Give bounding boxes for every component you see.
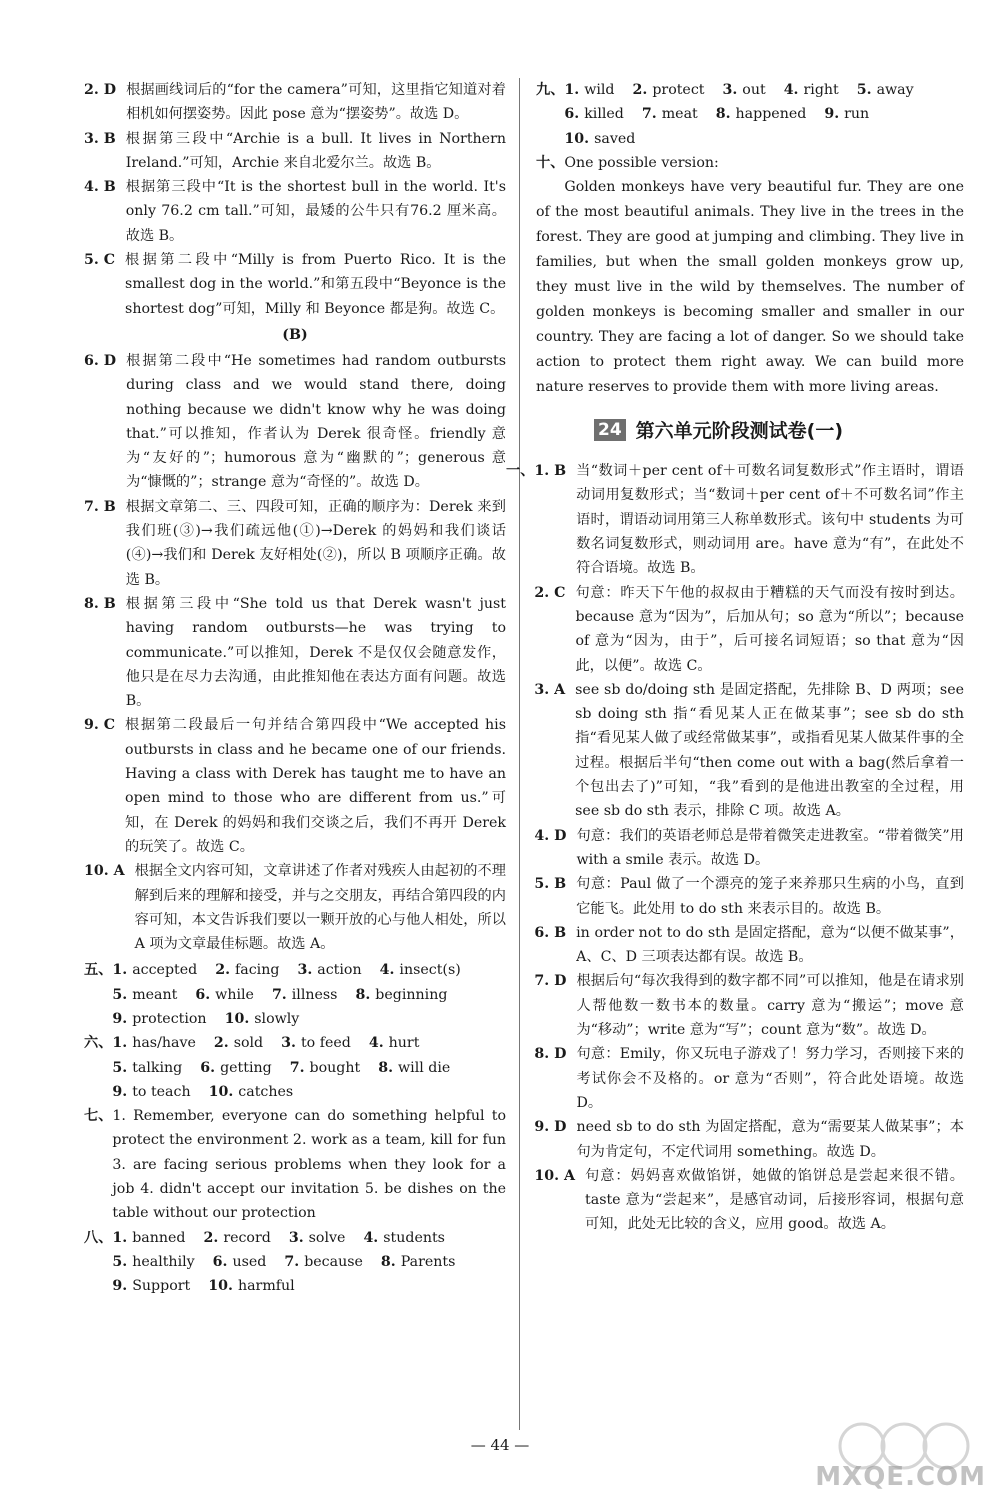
- fill-answer: [215, 958, 279, 982]
- answer-number: 10.: [208, 1278, 233, 1295]
- answer-key: 10. A: [534, 1167, 576, 1184]
- section-eight: [84, 1226, 506, 1299]
- answer-value: healthily: [132, 1253, 195, 1270]
- answer-number: 9.: [824, 106, 840, 123]
- answer-number: 5.: [112, 1059, 128, 1076]
- answer-number: 8.: [355, 986, 371, 1003]
- answer-grid: [564, 78, 964, 151]
- answer-explanation: 根据全文内容可知，文章讲述了作者对残疾人由起初的不理解到后来的理解和接受，并与之交朋友，再结合第四段的内容可知，本文告诉我们要以一颗开放的心与他人相处，所以 A 项为文章最佳标题。故选 A。: [134, 863, 506, 953]
- answer-item: [84, 78, 506, 127]
- answer-key: 1. B: [534, 463, 567, 480]
- answer-explanation: 根据文章第二、三、四段可知，正确的顺序为：Derek 来到我们班(③)→我们疏远他(①)→Derek 的妈妈和我们谈话(④)→我们和 Derek 友好相处(②)，所以 B 项顺序正确。故选 B。: [125, 498, 506, 588]
- answer-value: to feed: [300, 1035, 351, 1052]
- answer-value: has/have: [132, 1035, 196, 1052]
- answer-item: [84, 495, 506, 592]
- answer-item: [534, 678, 964, 824]
- answer-key: 2. D: [84, 82, 117, 98]
- answer-value: protection: [132, 1010, 207, 1027]
- answer-explanation: 根据第二段最后一句并结合第四段中“We accepted his outbursts in class and he became one of our friends. Having a class with Derek has taught me to have an open mind to those who are different from us.”可知，在 Derek 的妈妈和我们交谈之后，我们不再开 Derek 的玩笑了。故选 C。: [125, 717, 506, 855]
- fill-answer: [380, 958, 461, 982]
- answer-item: [534, 824, 964, 873]
- answer-number: 8.: [380, 1253, 396, 1270]
- answer-value: saved: [594, 130, 636, 147]
- answer-value: meat: [661, 106, 698, 123]
- answer-item: [534, 1042, 964, 1115]
- answer-number: 9.: [112, 1083, 128, 1100]
- fill-answer: [112, 1080, 190, 1104]
- answer-value: because: [304, 1253, 363, 1270]
- answer-number: 7.: [641, 106, 657, 123]
- unit-header: [594, 416, 964, 443]
- essay-paragraph: Golden monkeys have very beautiful fur. They are one of the most beautiful animals. They live in the trees in the forest. They are good at jumping and climbing. They live in families, but when the small golden monkeys grow up, they must live in the wild by themselves. The number of golden monkeys is becoming smaller and smaller in our country. They are facing a lot of danger. So we should take action to protect them right away. We can build more nature reserves to provide them with more living areas.: [536, 179, 964, 396]
- answer-number: 3.: [281, 1035, 296, 1052]
- answer-number: 6.: [200, 1059, 216, 1076]
- answer-value: out: [742, 82, 766, 98]
- answer-value: wild: [584, 82, 615, 98]
- answer-value: while: [215, 986, 254, 1003]
- answer-value: slowly: [254, 1010, 300, 1027]
- section-subheading-b: (B): [282, 326, 308, 343]
- answer-grid: [112, 958, 506, 1031]
- answer-number: 1.: [112, 1229, 128, 1246]
- fill-answer: [272, 983, 338, 1007]
- answer-number: 10.: [224, 1010, 250, 1027]
- answer-explanation: 当“数词＋per cent of＋可数名词复数形式”作主语时，谓语动词用复数形式；当“数词＋per cent of＋不可数名词”作主语时，谓语动词用第三人称单数形式。该句中 students 为可数名词复数形式，则动词用 are。have 意为“有”，在此处不符合语境。故选 B。: [576, 463, 964, 577]
- fill-answer: [642, 102, 698, 126]
- answer-key: 4. D: [534, 827, 567, 844]
- section-five: [84, 958, 506, 1031]
- answer-explanation: 根据第三段中“Archie is a bull. It lives in Northern Ireland.”可知，Archie 来自北爱尔兰。故选 B。: [125, 130, 506, 171]
- answer-value: right: [803, 82, 839, 98]
- fill-answer: [289, 1226, 346, 1250]
- answer-value: getting: [220, 1059, 272, 1076]
- fill-answer: [633, 78, 705, 102]
- answer-number: 4.: [379, 962, 395, 979]
- answer-value: beginning: [375, 986, 448, 1003]
- fill-answer: [284, 1250, 363, 1274]
- answer-number: 7.: [271, 986, 287, 1003]
- section-marker: 一、: [506, 463, 535, 480]
- fill-answer: [112, 1226, 185, 1250]
- answer-explanation: 根据后句“每次我得到的数字都不同”可以推知，他是在请求别人帮他数一数书本的数量。carry 意为“搬运”；move 意为“移动”；write 意为“写”；count 意为“数”。故选 D。: [576, 973, 964, 1039]
- answer-value: meant: [132, 986, 178, 1003]
- answer-explanation: 根据第三段中“She told us that Derek wasn't just having random outbursts—he was trying to communicate.”可以推知，Derek 不是仅仅会随意发作，他只是在尽力去沟通，由此推知他在表达方面有问题。故选 B。: [125, 595, 506, 710]
- answer-key: 7. B: [84, 498, 116, 515]
- section-seven: [84, 1104, 506, 1225]
- answer-explanation: 根据画线词后的“for the camera”可知，这里指它知道对着相机如何摆姿势。因此 pose 意为“摆姿势”。故选 D。: [126, 82, 506, 123]
- fill-answer: [281, 1031, 351, 1055]
- fill-answer: [290, 1056, 361, 1080]
- fill-answer: [355, 983, 447, 1007]
- answer-number: 4.: [783, 82, 799, 98]
- answer-number: 6.: [195, 986, 211, 1003]
- answer-number: 8.: [378, 1059, 394, 1076]
- section-marker: 九、: [536, 82, 565, 98]
- answer-key: 5. B: [534, 876, 567, 893]
- answer-value: action: [317, 962, 362, 979]
- fill-answer: [209, 1080, 294, 1104]
- answer-value: facing: [235, 962, 280, 979]
- answer-value: used: [232, 1253, 267, 1270]
- answer-number: 8.: [715, 106, 731, 123]
- answer-number: 5.: [112, 986, 128, 1003]
- fill-answer: [824, 102, 869, 126]
- answer-key: 5. C: [84, 252, 116, 269]
- answer-value: happened: [735, 106, 807, 123]
- answer-number: 3.: [297, 962, 313, 979]
- answer-number: 5.: [856, 82, 872, 98]
- answer-value: protect: [652, 82, 705, 98]
- answer-explanation: 根据第二段中“He sometimes had random outbursts during class and we would stand there, doing nothing because we didn't know why he was doing that.”可以推知，作者认为 Derek 很奇怪。friendly 意为“友好的”；humorous 意为“幽默的”；generous 意为“慷慨的”；strange 意为“奇怪的”。故选 D。: [126, 352, 506, 491]
- fill-answer: [564, 102, 624, 126]
- answer-explanation: 句意：妈妈喜欢做馅饼，她做的馅饼总是尝起来很不错。taste 意为“尝起来”，是感官动词，后接形容词，根据句意可知，此处无比较的含义，应用 good。故选 A。: [585, 1167, 964, 1233]
- answer-explanation: need sb to do sth 为固定搭配，意为“需要某人做某事”；本句为肯定句，不定代词用 something。故选 D。: [576, 1119, 964, 1160]
- answer-value: away: [876, 82, 914, 98]
- fill-answer: [214, 1031, 263, 1055]
- answer-number: 7.: [289, 1059, 305, 1076]
- answer-value: students: [383, 1229, 445, 1246]
- section-marker: 八、: [84, 1229, 113, 1246]
- answer-number: 10.: [208, 1083, 234, 1100]
- unit-number-badge: 24: [594, 419, 626, 441]
- answer-item: [84, 713, 506, 859]
- answer-number: 1.: [112, 1035, 128, 1052]
- answer-number: 3.: [288, 1229, 304, 1246]
- section-marker: 六、: [84, 1035, 113, 1052]
- section-marker: 七、: [84, 1108, 113, 1125]
- fill-answer: [112, 958, 197, 982]
- answer-explanation: in order not to do sth 是固定搭配，意为“以便不做某事”，A、C、D 三项表达都有误。故选 B。: [576, 924, 964, 966]
- answer-number: 1.: [564, 82, 580, 98]
- answer-value: to teach: [132, 1083, 191, 1100]
- essay-heading: One possible version:: [564, 154, 719, 171]
- answer-value: catches: [238, 1083, 294, 1100]
- fill-answer: [716, 102, 807, 126]
- answer-item: [84, 592, 506, 713]
- fill-answer: [297, 958, 361, 982]
- answer-key: 9. C: [84, 717, 116, 734]
- fill-answer: [195, 983, 254, 1007]
- answer-value: solve: [308, 1229, 346, 1246]
- answer-explanation: 句意：Paul 做了一个漂亮的笼子来养那只生病的小鸟，直到它能飞。此处用 to do sth 来表示目的。故选 B。: [576, 876, 964, 917]
- fill-answer: [112, 983, 177, 1007]
- answer-item: [84, 127, 506, 176]
- answer-item: [84, 248, 506, 321]
- right-column: [506, 78, 964, 1237]
- answer-item: [534, 1115, 964, 1164]
- answer-key: 7. D: [534, 973, 567, 990]
- fill-answer: [564, 78, 614, 102]
- answer-value: will die: [398, 1059, 451, 1076]
- section-seven-text: 1. Remember, everyone can do something helpful to protect the environment 2. work as a team, kill for fun 3. are facing serious problems when they look for a job 4. didn't accept our invitation 5. be dishes on the table without our protection: [112, 1108, 506, 1222]
- answer-key: 6. D: [84, 352, 117, 369]
- answer-number: 2.: [215, 962, 231, 979]
- watermark-text: MXQE.COM: [815, 1462, 986, 1492]
- answer-number: 3.: [722, 82, 738, 98]
- answer-item: [534, 969, 964, 1042]
- fill-answer: [378, 1056, 450, 1080]
- answer-value: accepted: [132, 962, 198, 979]
- answer-value: bought: [309, 1059, 361, 1076]
- answer-value: killed: [584, 106, 624, 123]
- fill-answer: [200, 1056, 271, 1080]
- answer-key: 3. B: [84, 130, 116, 147]
- answer-explanation: 根据第二段中“Milly is from Puerto Rico. It is the smallest dog in the world.”和第五段中“Beyonce is the shortest dog”可知，Milly 和 Beyonce 都是狗。故选 C。: [125, 252, 506, 317]
- fill-answer: [112, 1274, 190, 1298]
- answer-value: harmful: [237, 1278, 295, 1295]
- answer-item: [534, 921, 964, 970]
- fill-answer: [857, 78, 914, 102]
- answer-number: 10.: [564, 130, 590, 147]
- answer-item: [534, 1164, 964, 1237]
- answer-number: 9.: [112, 1010, 128, 1027]
- answer-value: record: [223, 1229, 271, 1246]
- fill-answer: [213, 1250, 267, 1274]
- answer-number: 2.: [213, 1035, 229, 1052]
- section-ten: [536, 151, 964, 175]
- answer-key: 2. C: [534, 584, 566, 601]
- answer-grid: [112, 1226, 506, 1299]
- answer-explanation: 句意：昨天下午他的叔叔由于糟糕的天气而没有按时到达。because 意为“因为”，后加从句；so 意为“所以”；because of 意为“因为，由于”，后可接名词短语；so that 意为“因此，以便”。故选 C。: [575, 584, 964, 674]
- left-column: [84, 78, 506, 1299]
- section-marker: 十、: [536, 154, 565, 171]
- answer-key: 9. D: [534, 1119, 567, 1136]
- answer-number: 9.: [112, 1278, 128, 1295]
- answer-key: 6. B: [534, 924, 567, 941]
- answer-number: 4.: [363, 1229, 379, 1246]
- fill-answer: [363, 1226, 445, 1250]
- answer-number: 6.: [212, 1253, 228, 1270]
- unit-title: 第六单元阶段测试卷(一): [635, 420, 844, 443]
- fill-answer: [112, 1007, 206, 1031]
- answer-key: 10. A: [84, 863, 125, 880]
- answer-value: hurt: [388, 1035, 420, 1052]
- answer-value: banned: [132, 1229, 186, 1246]
- fill-answer: [112, 1250, 194, 1274]
- answer-explanation: see sb do/doing sth 是固定搭配，先排除 B、D 两项；see sb doing sth 指“看见某人正在做某事”；see sb do sth 指“看见某人做了或经常做某事”，或指看见某人做某件事的全过程。根据后半句“then come out with a bag(然后拿着一个包出去了)”可知，“我”看到的是他进出教室的全过程，用 see sb do sth 表示，排除 C 项。故选 A。: [575, 681, 964, 820]
- fill-answer: [204, 1226, 271, 1250]
- answer-number: 7.: [284, 1253, 300, 1270]
- answer-value: illness: [291, 986, 338, 1003]
- answer-number: 2.: [632, 82, 648, 98]
- answer-key: 3. A: [534, 681, 566, 698]
- fill-answer: [208, 1274, 294, 1298]
- answer-number: 1.: [112, 962, 128, 979]
- answer-number: 6.: [564, 106, 580, 123]
- answer-explanation: 句意：我们的英语老师总是带着微笑走进教室。“带着微笑”用 with a smile 表示。故选 D。: [576, 827, 964, 868]
- answer-explanation: 根据第三段中“It is the shortest bull in the world. It's only 76.2 cm tall.”可知，最矮的公牛只有76.2 厘米高。故选 B。: [125, 179, 506, 244]
- answer-item: [534, 459, 964, 580]
- section-nine: [536, 78, 964, 151]
- answer-list-a: [84, 78, 506, 321]
- answer-explanation: 句意：Emily，你又玩电子游戏了！努力学习，否则接下来的考试你会不及格的。or 意为“否则”，符合此处语境。故选 D。: [576, 1046, 964, 1111]
- answer-key: 8. B: [84, 595, 116, 612]
- answer-number: 5.: [112, 1253, 128, 1270]
- answer-value: Support: [132, 1278, 191, 1295]
- fill-answer: [225, 1007, 300, 1031]
- answer-item: [84, 175, 506, 248]
- section-six: [84, 1031, 506, 1104]
- section-one: [506, 459, 964, 1237]
- answer-value: talking: [132, 1059, 183, 1076]
- fill-answer: [112, 1056, 182, 1080]
- fill-answer: [564, 127, 635, 151]
- page-number: — 44 —: [470, 1436, 530, 1454]
- answer-item: [84, 859, 506, 956]
- answer-grid: [112, 1031, 506, 1104]
- answer-value: insect(s): [399, 962, 461, 979]
- answer-list-c: [534, 459, 964, 1237]
- answer-number: 2.: [203, 1229, 219, 1246]
- answer-key: 8. D: [534, 1046, 567, 1063]
- answer-item: [534, 581, 964, 678]
- fill-answer: [112, 1031, 195, 1055]
- answer-item: [534, 872, 964, 921]
- fill-answer: [784, 78, 839, 102]
- answer-value: sold: [233, 1035, 264, 1052]
- answer-item: [84, 349, 506, 495]
- fill-answer: [369, 1031, 420, 1055]
- answer-value: Parents: [400, 1253, 456, 1270]
- answer-key: 4. B: [84, 179, 116, 196]
- answer-number: 4.: [368, 1035, 384, 1052]
- answer-value: run: [844, 106, 870, 123]
- fill-answer: [381, 1250, 455, 1274]
- section-marker: 五、: [84, 962, 113, 979]
- answer-list-b: [84, 349, 506, 956]
- fill-answer: [722, 78, 765, 102]
